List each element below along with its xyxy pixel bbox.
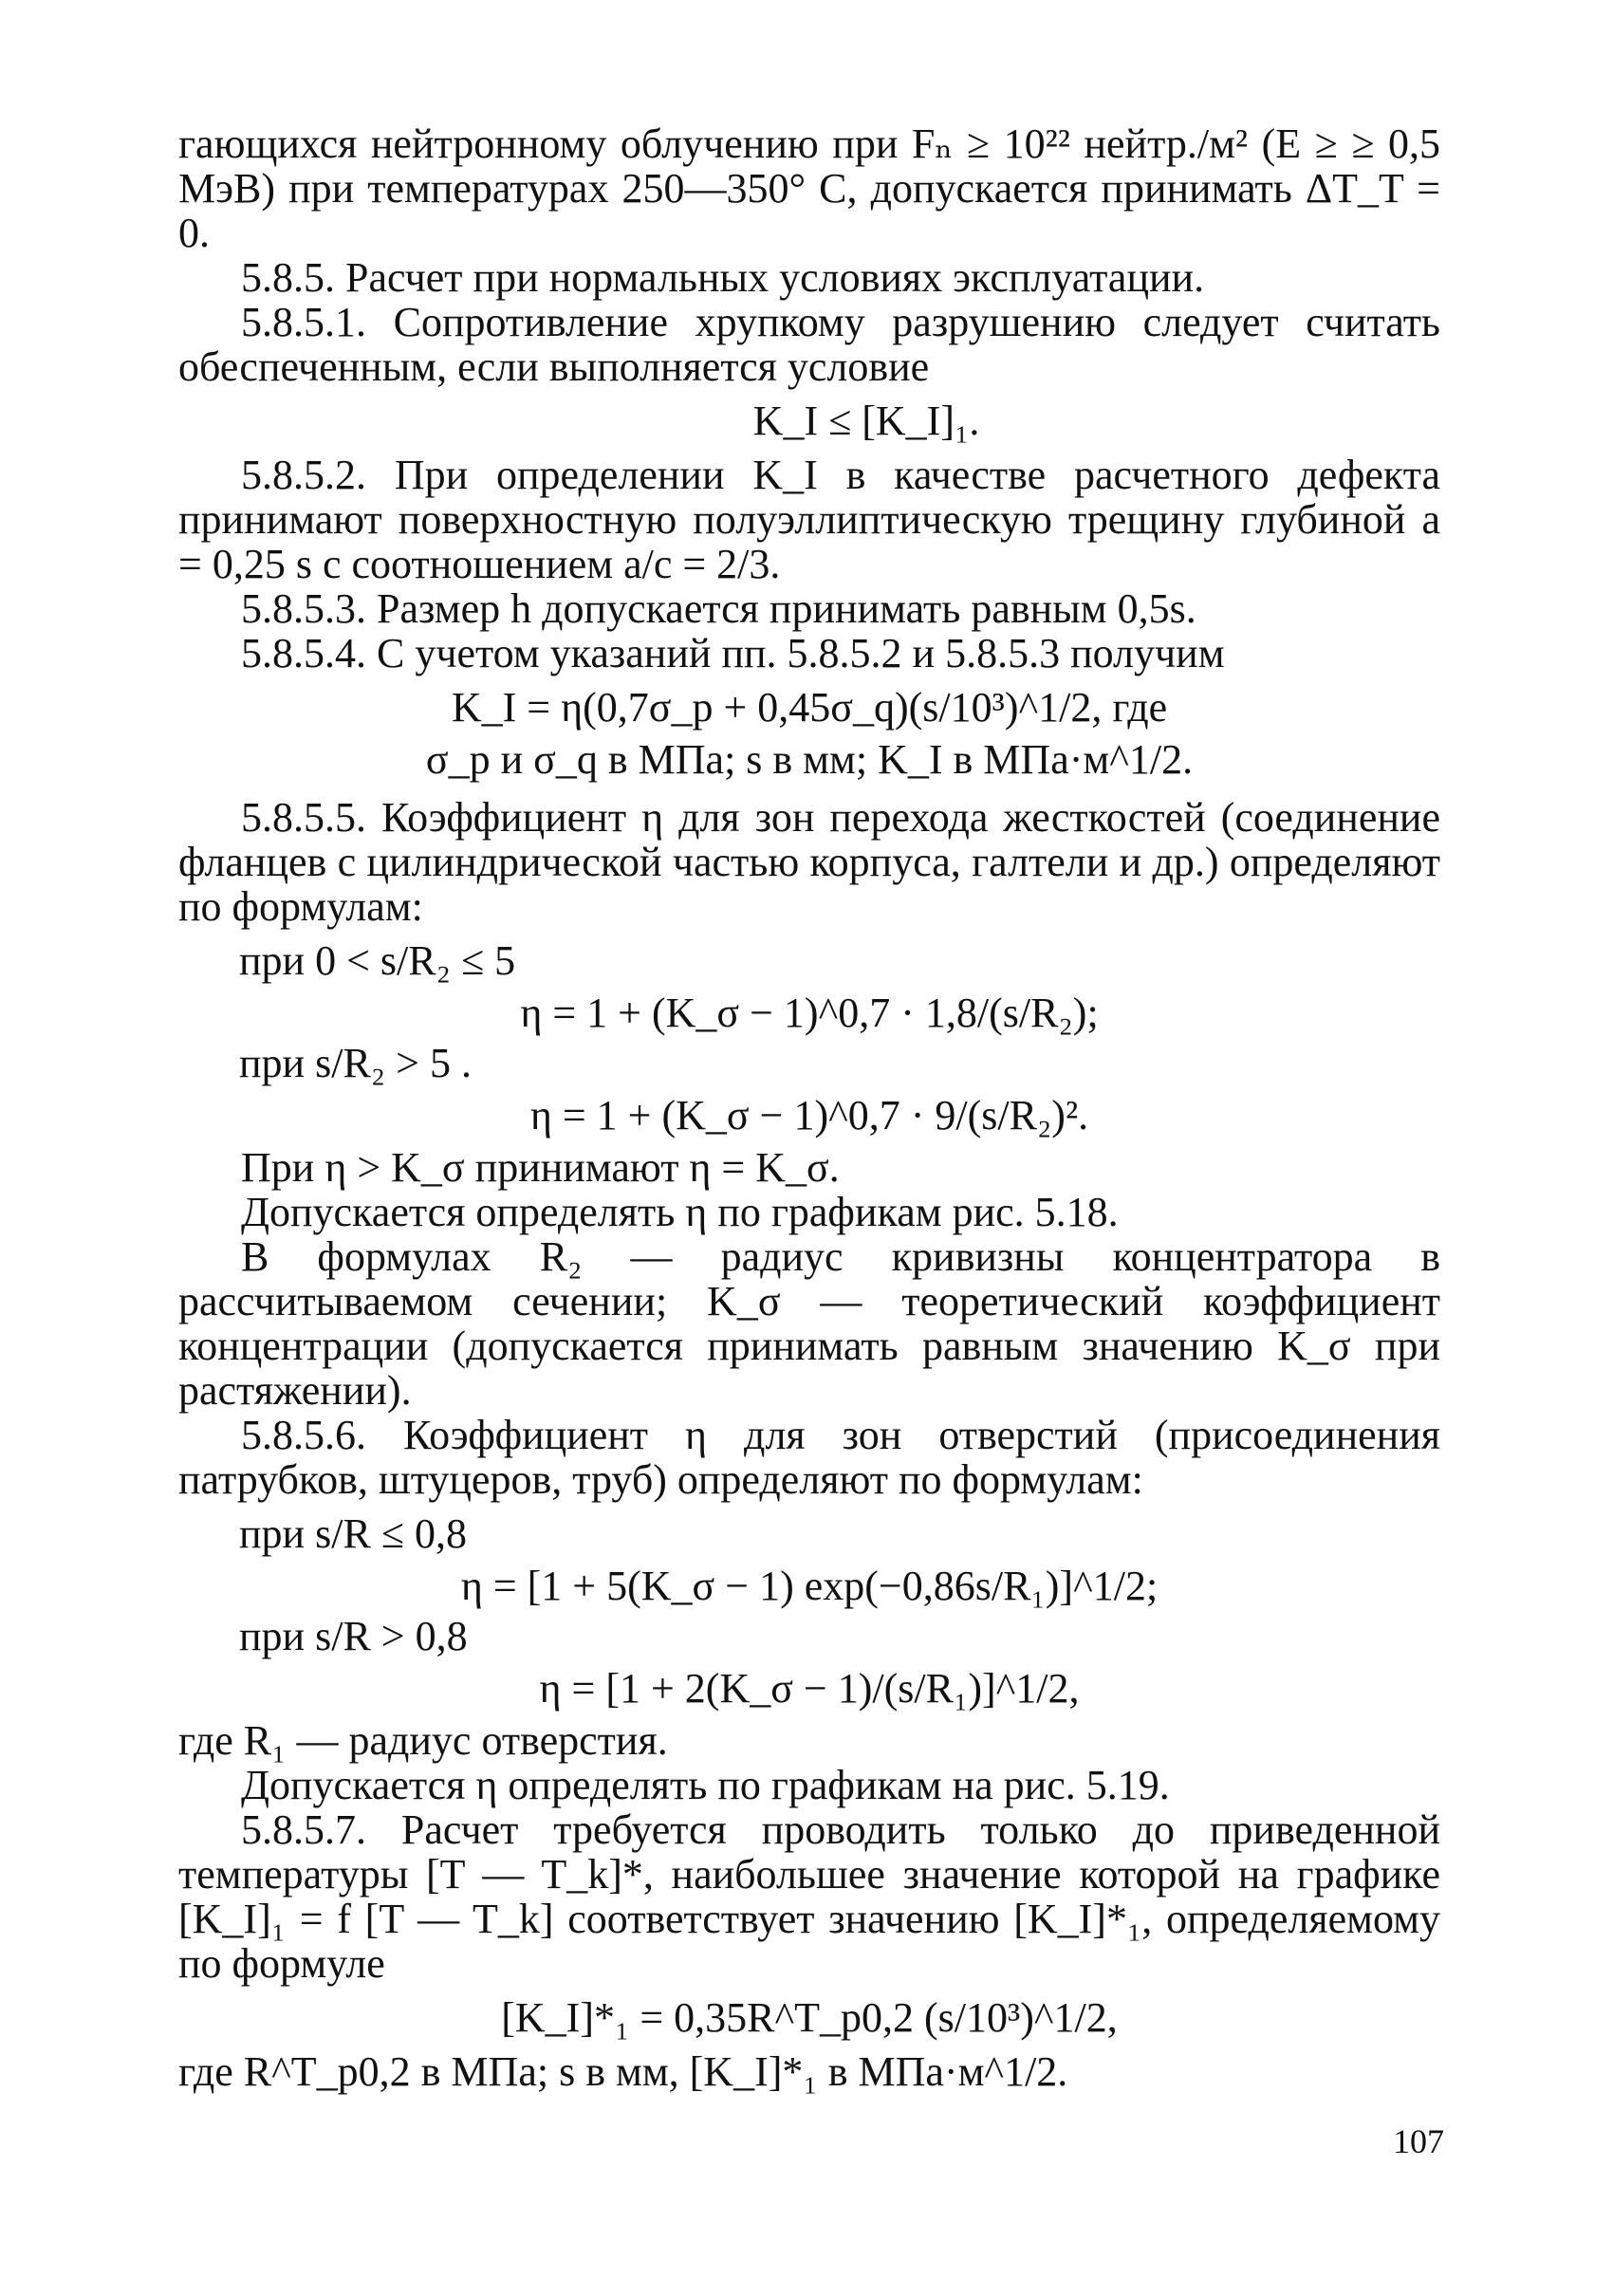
- formula: η = 1 + (K_σ − 1)^0,7 · 1,8/(s/R₂);: [520, 990, 1099, 1036]
- condition-label: при s/R₂ > 5 .: [239, 1040, 472, 1086]
- paragraph: где R₁ — радиус отверстия.: [178, 1717, 668, 1764]
- section-heading: 5.8.5. Расчет при нормальных условиях эксплуатации.: [241, 254, 1205, 301]
- formula: η = [1 + 5(K_σ − 1) exp(−0,86s/R₁)]^1/2;: [460, 1563, 1159, 1609]
- condition-label: при 0 < s/R₂ ≤ 5: [239, 937, 516, 984]
- paragraph: 5.8.5.4. С учетом указаний пп. 5.8.5.2 и 5.8.5.3 получим: [241, 630, 1225, 676]
- page-body: [178, 121, 1440, 2094]
- paragraph: В формулах R₂ — радиус кривизны концентратора в рассчитываемом сечении; K_σ — теоретический коэффициент концентрации (допускается принимать равным значению K_σ при растяжении).: [178, 1233, 1440, 1414]
- paragraph: где R^T_p0,2 в МПа; s в мм, [K_I]*₁ в МПа·м^1/2.: [178, 2048, 1068, 2095]
- formula: [K_I]*₁ = 0,35R^T_p0,2 (s/10³)^1/2,: [501, 1994, 1118, 2041]
- page-number: 107: [1393, 2122, 1444, 2160]
- condition-label: при s/R ≤ 0,8: [239, 1510, 467, 1557]
- paragraph: Допускается η определять по графикам на рис. 5.19.: [241, 1762, 1170, 1808]
- paragraph: При η > K_σ принимают η = K_σ.: [241, 1144, 840, 1191]
- paragraph: 5.8.5.3. Размер h допускается принимать равным 0,5s.: [241, 585, 1196, 632]
- formula: K_I = η(0,7σ_p + 0,45σ_q)(s/10³)^1/2, где: [451, 684, 1168, 731]
- paragraph: Допускается определять η по графикам рис. 5.18.: [241, 1189, 1119, 1235]
- condition-label: при s/R > 0,8: [239, 1613, 468, 1659]
- formula: η = 1 + (K_σ − 1)^0,7 · 9/(s/R₂)².: [529, 1092, 1089, 1139]
- paragraph: 5.8.5.6. Коэффициент η для зон отверстий (присоединения патрубков, штуцеров, труб) определяют по формулам:: [178, 1412, 1440, 1503]
- paragraph: 5.8.5.5. Коэффициент η для зон перехода жесткостей (соединение фланцев с цилиндрической частью корпуса, галтели и др.) определяют по формулам:: [178, 794, 1440, 930]
- paragraph: гающихся нейтронному облучению при Fₙ ≥ 10²² нейтр./м² (E ≥ ≥ 0,5 МэВ) при температурах 250—350° C, допускается принимать ΔT_T = 0.: [178, 120, 1440, 256]
- paragraph: 5.8.5.2. При определении K_I в качестве расчетного дефекта принимают поверхностную полуэллиптическую трещину глубиной a = 0,25 s с соотношением a/c = 2/3.: [178, 452, 1440, 587]
- formula-units: σ_p и σ_q в МПа; s в мм; K_I в МПа·м^1/2.: [425, 736, 1194, 783]
- formula: η = [1 + 2(K_σ − 1)/(s/R₁)]^1/2,: [539, 1665, 1080, 1712]
- paragraph: 5.8.5.1. Сопротивление хрупкому разрушению следует считать обеспеченным, если выполняется условие: [178, 299, 1440, 390]
- paragraph: 5.8.5.7. Расчет требуется проводить только до приведенной температуры [T — T_k]*, наибольшее значение которой на графике [K_I]₁ = f [T — T_k] соответствует значению [K_I]*₁, определяемому по формуле: [178, 1806, 1440, 1987]
- formula: K_I ≤ [K_I]₁.: [752, 398, 980, 444]
